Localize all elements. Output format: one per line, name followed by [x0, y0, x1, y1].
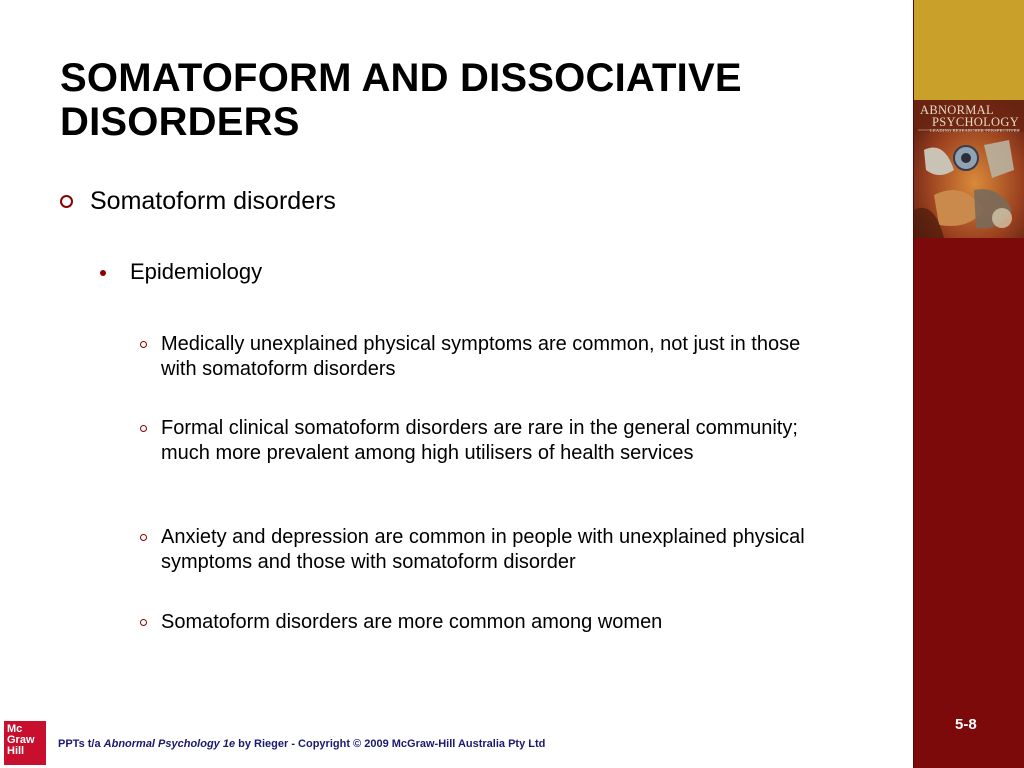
slide-title-line2: DISORDERS — [60, 100, 300, 144]
sidebar-gold-band — [914, 0, 1024, 100]
logo-text-hill: Hill — [7, 745, 25, 757]
book-cover-title — [920, 104, 1024, 134]
point-text: Formal clinical somatoform disorders are rare in the general community; much more prevalent among high utilisers of health services — [161, 417, 798, 464]
cover-subtitle: LEADING RESEARCHER PERSPECTIVES — [930, 128, 1020, 133]
mcgraw-hill-logo — [4, 721, 46, 765]
bullet-level2-text: Epidemiology — [130, 259, 263, 284]
hollow-bullet-icon — [140, 341, 147, 348]
logo-text-mc: Mc — [7, 723, 23, 735]
slide-title — [60, 56, 880, 144]
bullet-level1-text: Somatoform disorders — [90, 187, 336, 215]
dot-bullet-icon — [100, 270, 106, 276]
point-text: Somatoform disorders are more common among women — [161, 611, 663, 633]
point-item — [140, 525, 830, 574]
footer-copyright — [58, 738, 545, 750]
footer-book-title: Abnormal Psychology 1e — [103, 738, 236, 750]
hollow-bullet-icon — [140, 534, 147, 541]
point-item — [140, 416, 830, 465]
point-item — [140, 610, 830, 635]
point-text: Medically unexplained physical symptoms are common, not just in those with somatoform disorders — [161, 333, 801, 380]
cover-title-line2: PSYCHOLOGY — [932, 115, 1020, 129]
cover-title-line1: ABNORMAL — [920, 103, 994, 117]
footer-suffix: by Rieger - Copyright © 2009 McGraw-Hill Australia Pty Ltd — [235, 738, 546, 750]
hollow-bullet-icon — [60, 195, 73, 208]
book-cover-image — [914, 100, 1024, 238]
point-item — [140, 332, 830, 381]
page-number: 5-8 — [955, 716, 977, 733]
footer-prefix: PPTs t/a — [58, 738, 104, 750]
point-text: Anxiety and depression are common in people with unexplained physical symptoms and those with somatoform disorder — [161, 526, 805, 573]
hollow-bullet-icon — [140, 425, 147, 432]
slide-title-line1: SOMATOFORM AND DISSOCIATIVE — [60, 56, 742, 100]
hollow-bullet-icon — [140, 619, 147, 626]
logo-text-graw: Graw — [7, 734, 35, 746]
